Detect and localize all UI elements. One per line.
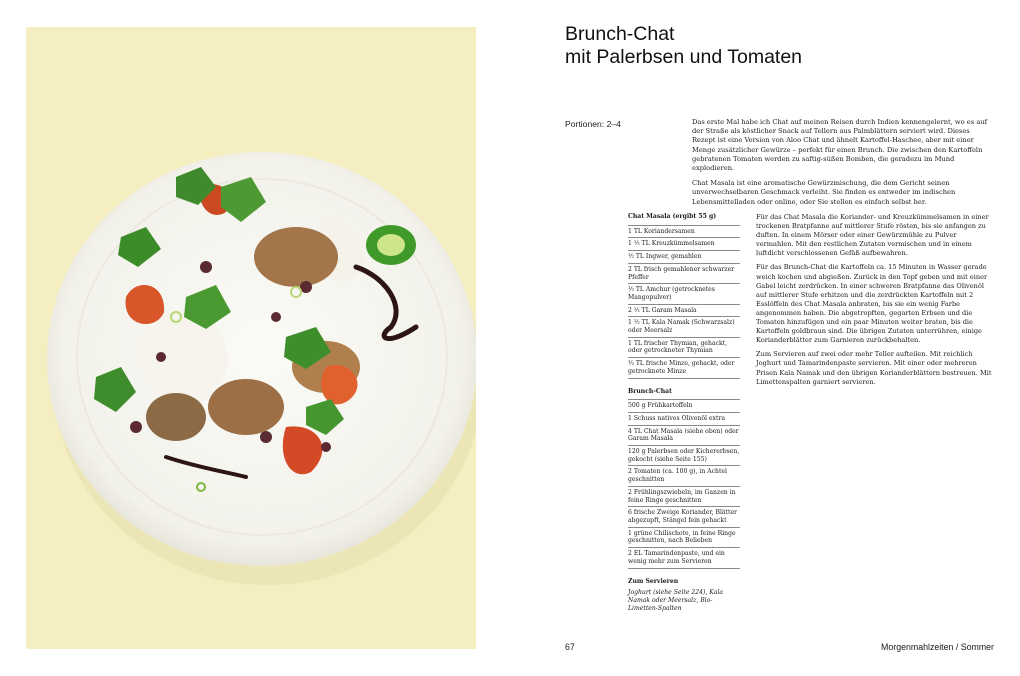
section-heading-brunch-chat: Brunch-Chat — [628, 387, 672, 395]
ingredient-item: 2 ½ TL Garam Masala — [628, 304, 740, 317]
serving-text: Joghurt (siehe Seite 224), Kala Namak oder Meersalz, Bio-Limetten-Spalten — [628, 589, 724, 612]
section-heading-serving: Zum Servieren — [628, 577, 679, 585]
ingredient-item: ½ TL Amchur (getrocknetes Mangopulver) — [628, 283, 740, 303]
recipe-title — [565, 23, 802, 69]
plate-illustration — [26, 27, 476, 649]
ingredient-item: 120 g Palerbsen oder Kichererbsen, gekocht (siehe Seite 155) — [628, 445, 740, 465]
method-paragraph: Für das Brunch-Chat die Kartoffeln ca. 15 Minuten in Wasser gerade weich kochen und abgießen. Zurück in den Topf geben und mit einer Gabel leicht zerdrücken. In einer schweren Bratpfanne das Olivenöl auf mittlerer Stufe erhitzen und die zerdrückten Kartoffeln mit 2 Esslöffeln des Chat Masala anbraten, bis sie ein wenig Farbe angenommen haben. Die abgetropften, gegarten Erbsen und die Tomaten hinzufügen und ein paar Minuten weiter braten, bis die Kartoffeln goldbraun sind. Die übrigen Zutaten unterrühren, einige Korianderblätter zum Garnieren zurückbehalten. — [756, 263, 988, 345]
ingredient-list-brunch-chat — [628, 399, 740, 568]
intro-paragraph: Chat Masala ist eine aromatische Gewürzmischung, die dem Gericht seinen unverwechselbaren Geschmack verleiht. Sie finden es entweder im indischen Lebensmittelladen oder online, oder Sie stellen es einfach selbst her. — [692, 179, 956, 206]
ingredient-item: 2 TL frisch gemahlener schwarzer Pfeffer — [628, 263, 740, 283]
intro-text — [692, 118, 994, 213]
ingredient-item: 2 Tomaten (ca. 100 g), in Achtel geschnitten — [628, 465, 740, 485]
portions-label: Portionen: 2–4 — [565, 119, 621, 129]
food-photo — [26, 27, 476, 649]
ingredient-item: 1 TL Koriandersamen — [628, 225, 740, 238]
method-paragraph: Für das Chat Masala die Koriander- und Kreuzkümmelsamen in einer trockenen Bratpfanne auf mittlerer Stufe rösten, bis sie anfangen zu duften. In einem Mörser oder einer Gewürzmühle zu Pulver vermahlen. Mit den restlichen Zutaten vermischen und in einem luftdicht verschlossenen Gefäß aufbewahren. — [756, 213, 989, 258]
intro-paragraph: Das erste Mal habe ich Chat auf meinen Reisen durch Indien kennengelernt, wo es auf der Straße als köstlicher Snack auf Tellern aus Palmblättern serviert wird. Dieses Rezept ist eine Version von Aloo Chat und ähnelt Kartoffel-Haschee, aber mit einer Menge zusätzlicher Gewürze – perfekt für einen Brunch. Die zwischen den Kartoffeln gebratenen Tomaten werden zu saftig-süßen Bomben, die geradezu im Mund explodieren. — [692, 118, 988, 173]
ingredient-item: 6 frische Zweige Koriander, Blätter abgezupft, Stängel fein gehackt — [628, 506, 740, 526]
ingredient-item: 2 Frühlingszwiebeln, im Ganzen in feine Ringe geschnitten — [628, 486, 740, 506]
ingredient-item: ½ TL Ingwer, gemahlen — [628, 250, 740, 263]
method-paragraph: Zum Servieren auf zwei oder mehr Teller aufteilen. Mit reichlich Joghurt und Tamarindenpaste servieren. Mit einer oder mehreren Prisen Kala Namak und den übrigen Korianderblättern bestreuen. Mit Limettenspalten garniert servieren. — [756, 350, 992, 386]
ingredient-list-chat-masala — [628, 225, 740, 379]
ingredient-item: 500 g Frühkartoffeln — [628, 399, 740, 412]
ingredient-item: 1 grüne Chilischote, in feine Ringe geschnitten, nach Belieben — [628, 527, 740, 547]
page-number: 67 — [565, 642, 575, 652]
plate — [47, 152, 476, 566]
section-heading-chat-masala: Chat Masala (ergibt 55 g) — [628, 213, 717, 220]
ingredient-item: 1 TL frischer Thymian, gehackt, oder getrockneter Thymian — [628, 337, 740, 357]
ingredient-item: 2 EL Tamarindenpaste, und ein wenig mehr zum Servieren — [628, 547, 740, 568]
ingredient-item: 1 ½ TL Kala Namak (Schwarzsalz) oder Meersalz — [628, 316, 740, 336]
title-line-1: Brunch-Chat — [565, 23, 675, 45]
method-column — [756, 213, 994, 392]
title-line-2: mit Palerbsen und Tomaten — [565, 46, 803, 68]
ingredient-item: 1 Schuss natives Olivenöl extra — [628, 412, 740, 425]
ingredient-item: 4 TL Chat Masala (siehe oben) oder Garam Masala — [628, 425, 740, 445]
ingredient-item: ½ TL frische Minze, gehackt, oder getrocknete Minze — [628, 357, 740, 378]
ingredients-column — [628, 213, 740, 612]
section-footer: Morgenmahlzeiten / Sommer — [881, 642, 994, 652]
ingredient-item: 1 ½ TL Kreuzkümmelsamen — [628, 237, 740, 250]
